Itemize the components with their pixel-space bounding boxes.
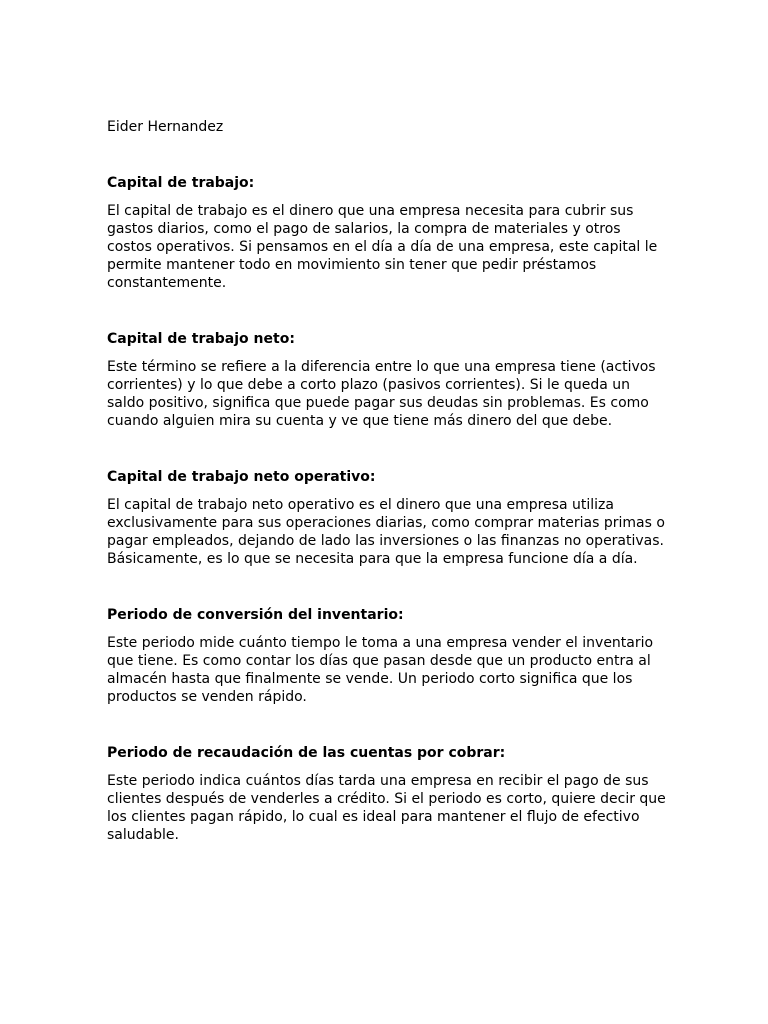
section-body: El capital de trabajo neto operativo es el dinero que una empresa utiliza exclusivamente para sus operaciones diarias, como comprar materias primas o pagar empleados, dejando de lado las inversiones o las finanzas no operativas. Básicamente, es lo que se necesita para que la empresa funcione día a día.	[107, 497, 665, 567]
section-capital-de-trabajo	[107, 174, 667, 292]
section-periodo-recaudacion-cuentas-por-cobrar	[107, 744, 667, 844]
section-heading: Capital de trabajo:	[107, 175, 255, 191]
section-heading: Periodo de recaudación de las cuentas por cobrar:	[107, 745, 506, 761]
section-heading: Capital de trabajo neto operativo:	[107, 469, 376, 485]
section-heading: Periodo de conversión del inventario:	[107, 607, 404, 623]
section-body: El capital de trabajo es el dinero que una empresa necesita para cubrir sus gastos diarios, como el pago de salarios, la compra de materiales y otros costos operativos. Si pensamos en el día a día de una empresa, este capital le permite mantener todo en movimiento sin tener que pedir préstamos constantemente.	[107, 203, 658, 291]
author-name: Eider Hernandez	[107, 119, 224, 135]
section-heading: Capital de trabajo neto:	[107, 331, 295, 347]
section-body: Este periodo mide cuánto tiempo le toma a una empresa vender el inventario que tiene. Es como contar los días que pasan desde que un producto entra al almacén hasta que finalmente se vende. Un periodo corto significa que los productos se venden rápido.	[107, 635, 654, 705]
section-periodo-conversion-inventario	[107, 606, 667, 706]
section-capital-de-trabajo-neto-operativo	[107, 468, 667, 568]
section-body: Este periodo indica cuántos días tarda una empresa en recibir el pago de sus clientes después de venderles a crédito. Si el periodo es corto, quiere decir que los clientes pagan rápido, lo cual es ideal para mantener el flujo de efectivo saludable.	[107, 773, 666, 843]
document-content	[107, 118, 667, 882]
section-capital-de-trabajo-neto	[107, 330, 667, 430]
section-body: Este término se refiere a la diferencia entre lo que una empresa tiene (activos corrientes) y lo que debe a corto plazo (pasivos corrientes). Si le queda un saldo positivo, significa que puede pagar sus deudas sin problemas. Es como cuando alguien mira su cuenta y ve que tiene más dinero del que debe.	[107, 359, 656, 429]
